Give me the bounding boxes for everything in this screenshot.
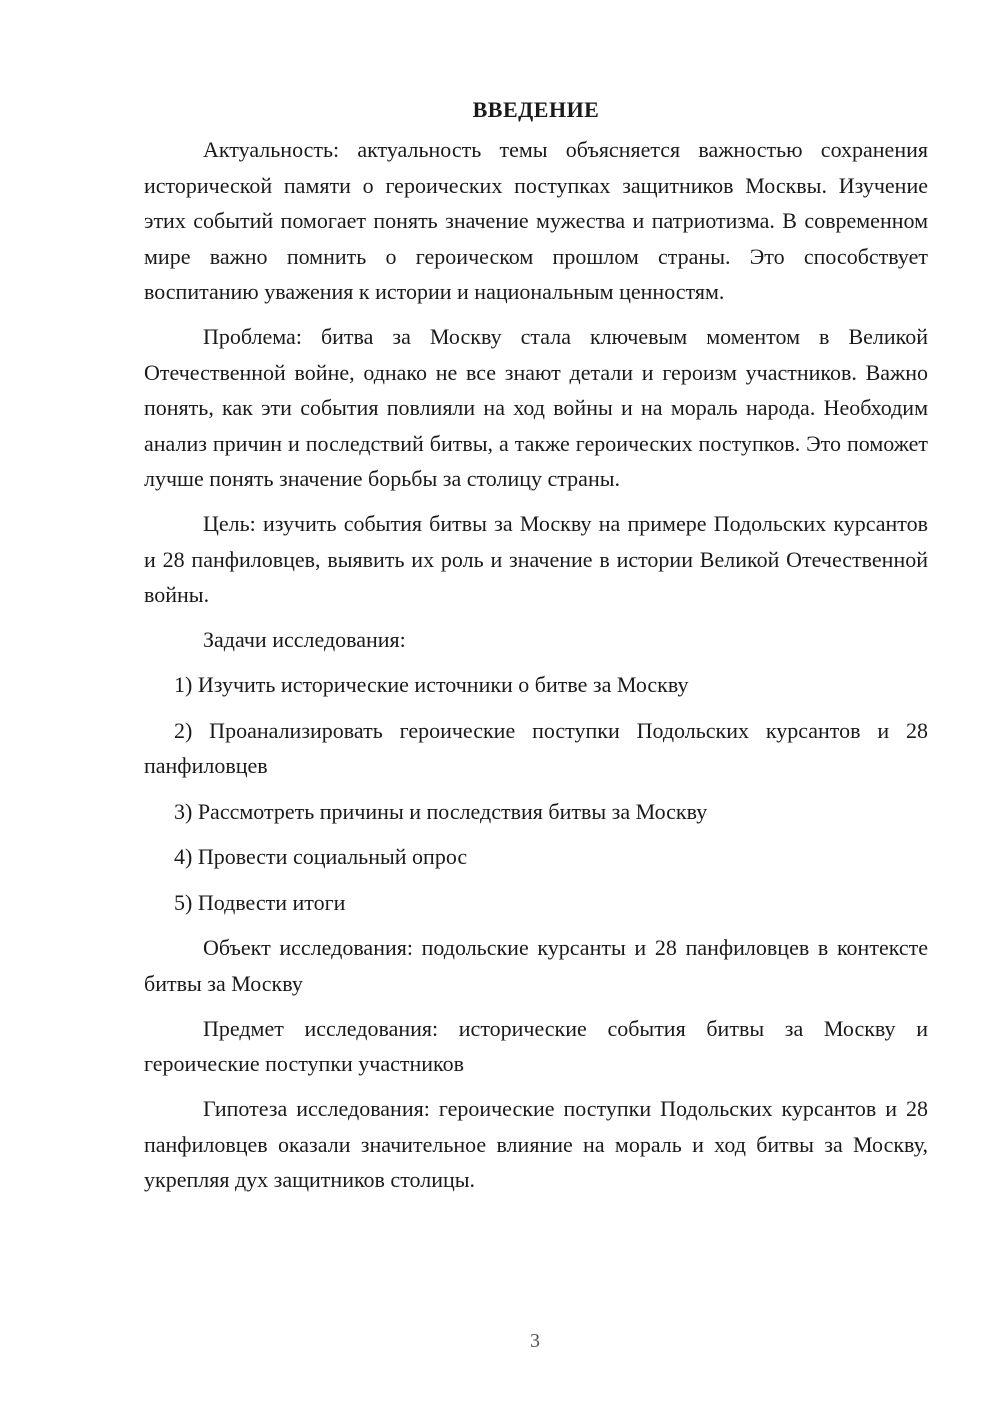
task-item-2: 2) Проанализировать героические поступки Подольских курсантов и 28 панфиловцев <box>144 717 928 778</box>
problem-paragraph: Проблема: битва за Москву стала ключевым моментом в Великой Отечественной войне, однако не все знают детали и героизм участников. Важно понять, как эти события повлияли на ход войны и на мораль народа. Необходим анализ причин и последствий битвы, а также героических поступков. Это поможет лучше понять значение борьбы за столицу страны. <box>144 324 928 491</box>
page-number: 3 <box>530 1330 540 1352</box>
tasks-title: Задачи исследования: <box>203 627 406 652</box>
document-page <box>144 92 928 1207</box>
task-item-3: 3) Рассмотреть причины и последствия битвы за Москву <box>174 798 708 824</box>
relevance-paragraph: Актуальность: актуальность темы объясняется важностью сохранения исторической памяти о героических поступках защитников Москвы. Изучение этих событий помогает понять значение мужества и патриотизма. В современном мире важно помнить о героическом прошлом страны. Это способствует воспитанию уважения к истории и национальным ценностям. <box>144 137 928 304</box>
task-item-4: 4) Провести социальный опрос <box>174 844 468 869</box>
goal-paragraph: Цель: изучить события битвы за Москву на примере Подольских курсантов и 28 панфиловцев, выявить их роль и значение в истории Великой Отечественной войны. <box>144 511 928 607</box>
object-paragraph: Объект исследования: подольские курсанты и 28 панфиловцев в контексте битвы за Москву <box>144 935 928 996</box>
hypothesis-paragraph: Гипотеза исследования: героические поступки Подольских курсантов и 28 панфиловцев оказали значительное влияние на мораль и ход битвы за Москву, укрепляя дух защитников столицы. <box>144 1096 928 1192</box>
task-item-5: 5) Подвести итоги <box>174 889 346 915</box>
task-item-1: 1) Изучить исторические источники о битве за Москву <box>174 672 689 697</box>
subject-paragraph: Предмет исследования: исторические события битвы за Москву и героические поступки участников <box>144 1015 928 1076</box>
section-heading: ВВЕДЕНИЕ <box>472 97 600 122</box>
